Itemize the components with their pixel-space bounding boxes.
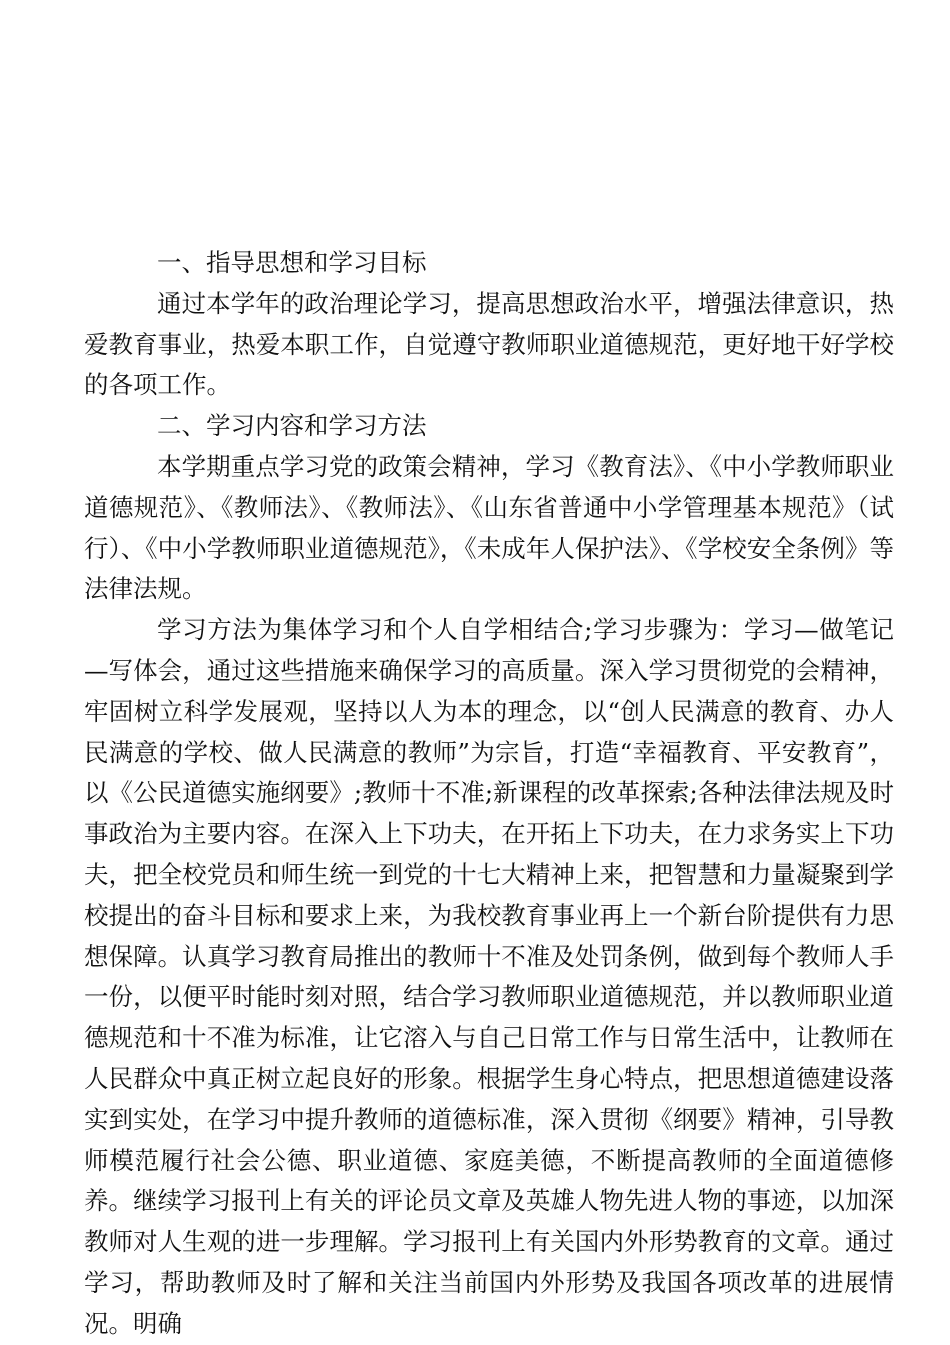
section-heading-content-methods: 二、学习内容和学习方法 [157, 411, 427, 441]
document-body [84, 243, 894, 1345]
paragraph-study-methods: 学习方法为集体学习和个人自学相结合;学习步骤为：学习—做笔记—写体会，通过这些措施来确保学习的高质量。深入学习贯彻党的会精神，牢固树立科学发展观，坚持以人为本的理念，以“创人民满意的教育、办人民满意的学校、做人民满意的教师”为宗旨，打造“幸福教育、平安教育”，以《公民道德实施纲要》;教师十不准;新课程的改革探索;各种法律法规及时事政治为主要内容。在深入上下功夫，在开拓上下功夫，在力求务实上下功夫，把全校党员和师生统一到党的十七大精神上来，把智慧和力量凝聚到学校提出的奋斗目标和要求上来，为我校教育事业再上一个新台阶提供有力思想保障。认真学习教育局推出的教师十不准及处罚条例，做到每个教师人手一份，以便平时能时刻对照，结合学习教师职业道德规范，并以教师职业道德规范和十不准为标准，让它溶入与自己日常工作与日常生活中，让教师在人民群众中真正树立起良好的形象。根据学生身心特点，把思想道德建设落实到实处，在学习中提升教师的道德标准，深入贯彻《纲要》精神，引导教师模范履行社会公德、职业道德、家庭美德，不断提高教师的全面道德修养。继续学习报刊上有关的评论员文章及英雄人物先进人物的事迹，以加深教师对人生观的进一步理解。学习报刊上有关国内外形势教育的文章。通过学习，帮助教师及时了解和关注当前国内外形势及我国各项改革的进展情况。明确 [84, 615, 894, 1338]
paragraph-study-content: 本学期重点学习党的政策会精神，学习《教育法》、《中小学教师职业道德规范》、《教师法》、《教师法》、《山东省普通中小学管理基本规范》（试行）、《中小学教师职业道德规范》，《未成年人保护法》、《学校安全条例》等法律法规。 [84, 451, 894, 604]
section-heading-guiding-ideology: 一、指导思想和学习目标 [157, 248, 427, 277]
paragraph-learning-goals: 通过本学年的政治理论学习，提高思想政治水平，增强法律意识，热爱教育事业，热爱本职工作，自觉遵守教师职业道德规范，更好地干好学校的各项工作。 [84, 288, 894, 400]
